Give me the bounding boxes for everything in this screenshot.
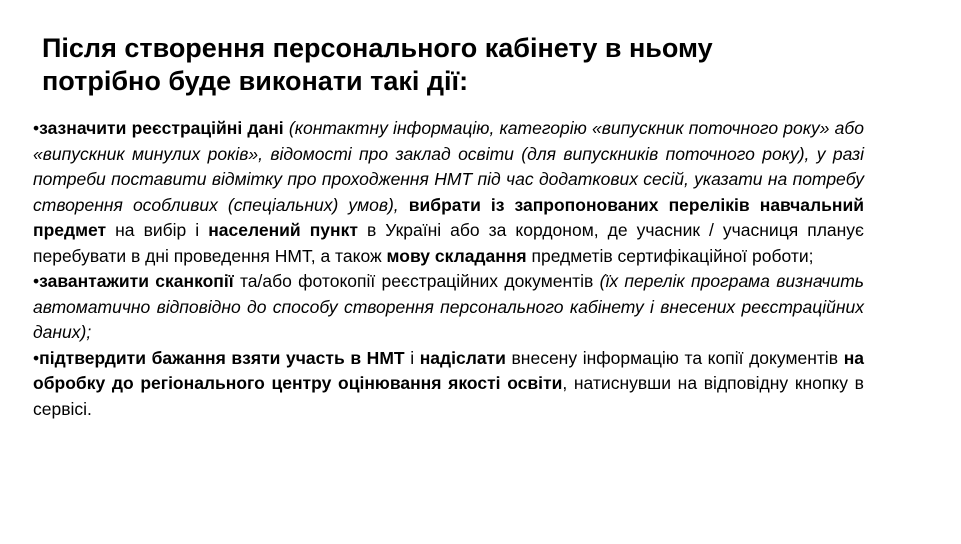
item-text: в Україні або за кордоном, де учасник / учасниця планує перебувати в дні проведення НМТ, а також [33, 220, 864, 266]
item-text-bold: зазначити реєстраційні дані [39, 118, 284, 138]
slide-title-line-2: потрібно буде виконати такі дії: [42, 66, 469, 96]
slide-title [42, 32, 922, 98]
item-text: на вибір і [106, 220, 209, 240]
item-text: внесену інформацію та копії документів [505, 347, 844, 368]
list-item-registration-data [33, 116, 864, 269]
item-text-italic: (їх перелік програма визначить автоматично відповідно до способу створення персонального кабінету і внесених реєстраційних даних); [33, 271, 864, 342]
item-text-bold: мову складання [386, 245, 527, 266]
list-item-confirm-submit [33, 346, 864, 423]
bullet: • [33, 118, 40, 138]
item-text: предметів сертифікаційної роботи; [526, 245, 814, 266]
item-text: та/або фотокопії реєстраційних документів [233, 271, 600, 291]
item-text-italic: (контактну інформацію, категорію «випускник поточного року» або «випускник минулих років», відомості про заклад освіти (для випускників поточного року), у разі потреби поставити відмітку про проходження НМТ під час додаткових сесій, указати на потребу створення особливих (спеціальних) умов), [33, 118, 864, 215]
item-text-bold: населений пункт [208, 220, 358, 240]
slide-body [33, 116, 864, 422]
item-text: , натиснувши на відповідну кнопку в сервісі. [33, 373, 864, 419]
item-text-bold: надіслати [419, 347, 506, 368]
item-text-bold: вибрати із запропонованих переліків навчальний предмет [33, 194, 864, 240]
slide-title-line-1: Після створення персонального кабінету в ньому [42, 33, 713, 63]
item-text-bold: завантажити сканкопії [39, 271, 234, 291]
item-text: і [404, 347, 420, 368]
item-text-bold: підтвердити бажання взяти участь в НМТ [39, 347, 405, 368]
bullet: • [33, 271, 40, 291]
item-text-bold: на обробку до регіонального центру оцінювання якості освіти [33, 347, 864, 393]
bullet: • [33, 347, 40, 368]
list-item-upload-scans [33, 269, 864, 346]
